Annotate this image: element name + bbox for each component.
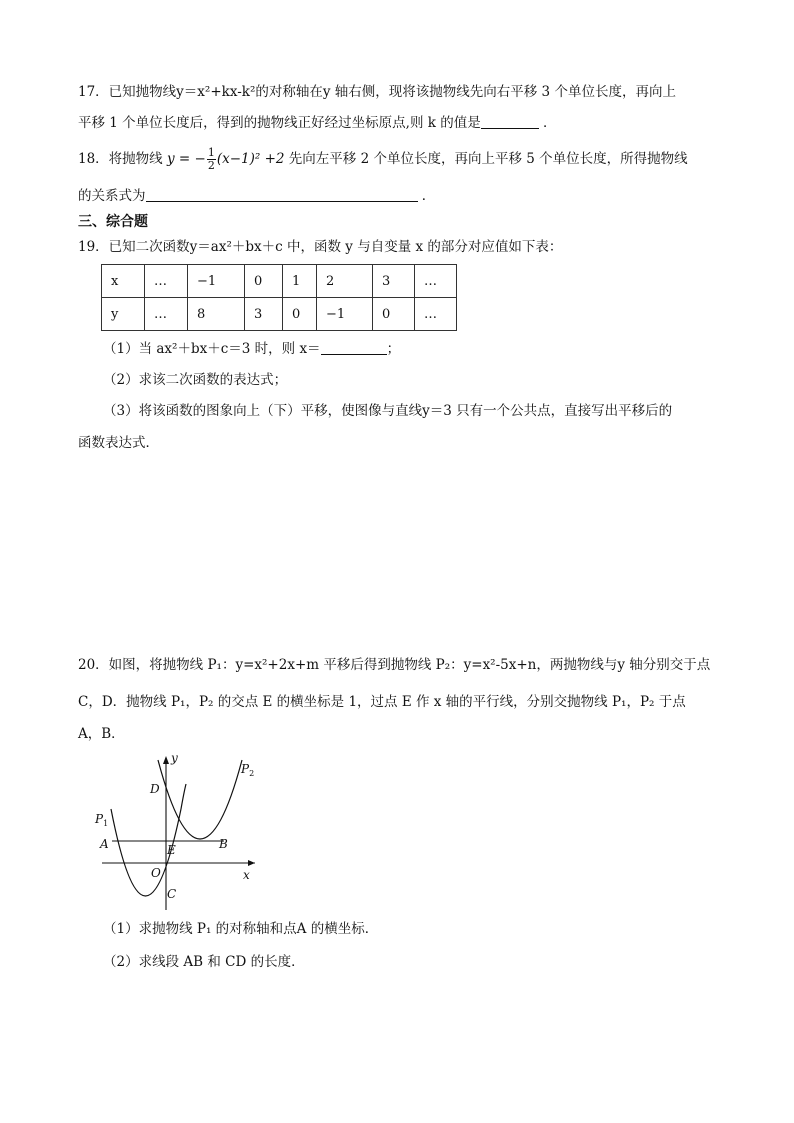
label-p1 [94, 812, 108, 828]
label-d: D [150, 782, 160, 796]
q17-line-2-text: 平移 1 个单位长度后，得到的抛物线正好经过坐标原点,则 k 的值是 [78, 115, 481, 131]
q18-line-2 [78, 186, 435, 206]
q20-line-3: A，B． [78, 726, 125, 742]
q18-suffix: 先向左平移 2 个单位长度，再向上平移 5 个单位长度，所得抛物线 [288, 151, 688, 167]
table-cell: 0 [283, 298, 317, 331]
label-p1-sub: 1 [103, 819, 109, 828]
y-axis-arrow [163, 756, 169, 764]
q19-part-1-end: ； [386, 341, 401, 357]
q20-figure [92, 748, 272, 918]
q19-value-table [101, 264, 457, 331]
table-cell: … [145, 298, 188, 331]
label-y: y [171, 751, 178, 765]
q19-part-3-line-2: 函数表达式． [78, 435, 159, 451]
q18-line-1 [78, 147, 688, 172]
q17-line-2 [78, 113, 557, 133]
x-axis-arrow [248, 860, 255, 866]
q17-answer-blank [481, 114, 539, 129]
q20-line-2: C，D．抛物线 P₁，P₂ 的交点 E 的横坐标是 1，过点 E 作 x 轴的平行线，分别交抛物线 P₁，P₂ 于点 [78, 694, 686, 710]
label-o: O [151, 866, 161, 880]
q18-line-2-end: ． [421, 188, 436, 204]
q18-expr-tail: (x−1)² +2 [216, 151, 285, 167]
table-cell: −1 [188, 265, 245, 298]
parabola-p1-tail [181, 784, 186, 809]
table-cell: 0 [373, 298, 415, 331]
label-p1-main: P [95, 812, 104, 826]
q18-fraction [207, 147, 216, 172]
table-cell: … [415, 298, 457, 331]
table-row [102, 265, 457, 298]
q17-line-2-end: ． [543, 115, 557, 131]
q18-expr-lead: y = − [166, 151, 206, 167]
table-cell: −1 [317, 298, 373, 331]
label-p2 [240, 762, 254, 778]
label-x: x [243, 868, 250, 882]
label-p2-sub: 2 [249, 769, 255, 778]
q18-frac-num: 1 [207, 146, 215, 159]
table-cell: … [145, 265, 188, 298]
table-cell: 1 [283, 265, 317, 298]
q19-part-2: （2）求该二次函数的表达式； [103, 372, 288, 388]
q17-line-1: 17．已知抛物线y＝x²+kx-k²的对称轴在y 轴右侧，现将该抛物线先向右平移 3 个单位长度，再向上 [78, 84, 676, 100]
q18-line-2-text: 的关系式为 [78, 188, 146, 204]
label-e: E [167, 843, 176, 857]
table-cell: … [415, 265, 457, 298]
table-cell: 3 [373, 265, 415, 298]
section-3-title: 三、综合题 [78, 214, 148, 230]
q18-frac-den: 2 [207, 159, 215, 172]
q19-answer-blank [321, 340, 387, 355]
q18-prefix: 18．将抛物线 [78, 151, 163, 167]
table-cell: 0 [245, 265, 283, 298]
q20-part-2: （2）求线段 AB 和 CD 的长度． [103, 954, 305, 970]
q19-part-1-text: （1）当 ax²＋bx＋c＝3 时，则 x＝ [103, 341, 321, 357]
q20-part-1: （1）求抛物线 P₁ 的对称轴和点A 的横坐标． [103, 921, 379, 937]
label-b: B [219, 837, 228, 851]
label-p2-main: P [241, 762, 250, 776]
label-c: C [167, 887, 177, 901]
table-cell: y [102, 298, 145, 331]
q19-intro: 19．已知二次函数y＝ax²＋bx＋c 中，函数 y 与自变量 x 的部分对应值如下表： [78, 239, 563, 255]
table-cell: 3 [245, 298, 283, 331]
label-a: A [100, 837, 109, 851]
q19-part-3-line-1: （3）将该函数的图象向上（下）平移，使图像与直线y＝3 只有一个公共点，直接写出平移后的 [103, 403, 673, 419]
q19-part-1 [103, 339, 400, 359]
parabola-p2 [158, 760, 242, 839]
table-row [102, 298, 457, 331]
table-cell: x [102, 265, 145, 298]
table-cell: 8 [188, 298, 245, 331]
table-cell: 2 [317, 265, 373, 298]
q18-answer-blank [146, 187, 418, 202]
q20-line-1: 20．如图，将抛物线 P₁：y=x²+2x+m 平移后得到抛物线 P₂：y=x²-5x+n，两抛物线与y 轴分别交于点 [78, 657, 711, 673]
